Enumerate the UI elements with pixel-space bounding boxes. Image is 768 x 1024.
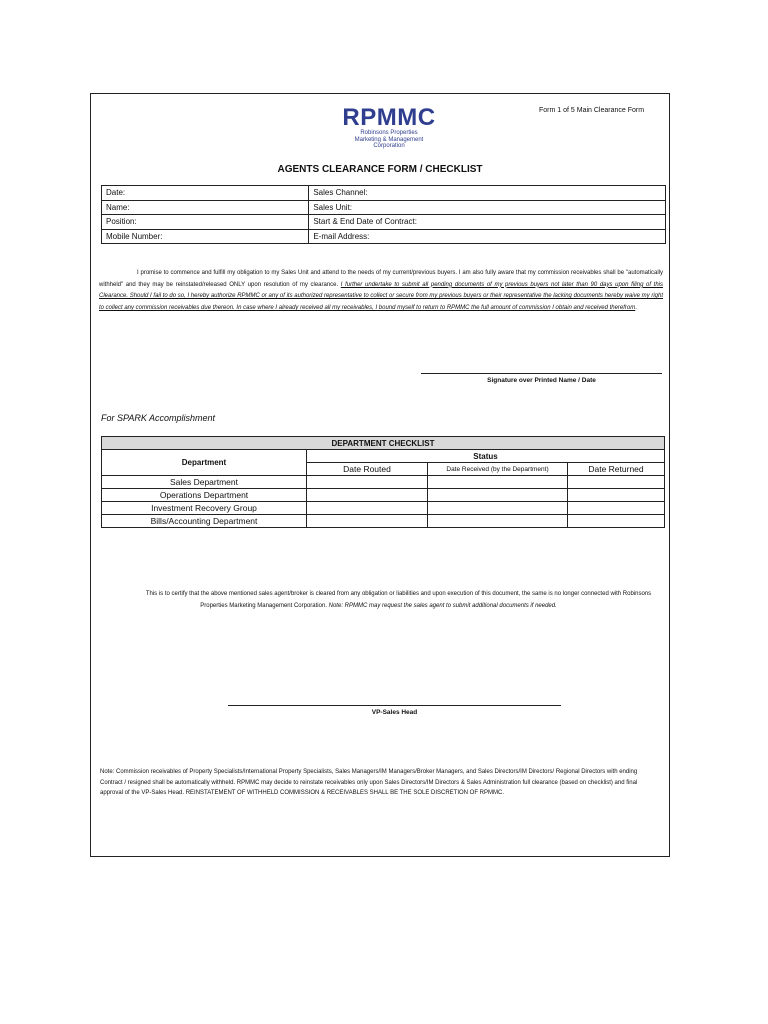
department-name: Investment Recovery Group [102,502,307,515]
certification-note: Note: RPMMC may request the sales agent to submit additional documents if needed. [328,603,557,609]
table-row [102,515,665,528]
table-row [102,450,665,463]
promise-end: . [635,305,637,312]
date-returned-header: Date Returned [568,463,665,476]
mobile-number-field[interactable]: Mobile Number: [102,229,309,244]
date-field[interactable]: Date: [102,186,309,201]
date-routed-cell[interactable] [307,476,428,489]
vp-sales-head-label: VP-Sales Head [371,709,418,716]
status-column-header: Status [307,450,665,463]
clearance-form-page [90,93,670,857]
date-returned-cell[interactable] [568,489,665,502]
position-field[interactable]: Position: [102,215,309,230]
date-returned-cell[interactable] [568,502,665,515]
table-row [102,200,666,215]
date-routed-cell[interactable] [307,502,428,515]
vp-signature-line [228,705,561,706]
logo-subtitle-line: Corporation [373,143,405,149]
sales-unit-field[interactable]: Sales Unit: [309,200,666,215]
promise-text: I promise to commence and fulfill my obligation to my Sales Unit and attend to the needs of my current/previous buyers. I am also fully aware that my commission receivables shall be "automatically withheld" and they may be reinstated/released ONLY upon resolution of my clearance. [99,270,663,288]
certification-paragraph [101,588,656,612]
date-received-header: Date Received (by the Department) [428,463,568,476]
promise-paragraph [99,268,663,315]
logo-subtitle-line: Marketing & Management [354,136,424,143]
department-name: Bills/Accounting Department [102,515,307,528]
form-title: AGENTS CLEARANCE FORM / CHECKLIST [277,164,483,175]
table-row [102,186,666,201]
rpmmc-logo [339,106,439,150]
logo-wordmark: RPMMC [342,104,436,131]
date-received-cell[interactable] [428,476,568,489]
certification-text: This is to certify that the above mentioned sales agent/broker is cleared from any obligation or liabilities and upon execution of this document, the same is no longer connected with Robinsons Properties Marketing Management Corporation. [145,591,652,609]
table-row [102,437,665,450]
email-address-field[interactable]: E-mail Address: [309,229,666,244]
date-routed-cell[interactable] [307,489,428,502]
promise-undertaking-text: I further undertake to submit all pending documents of my previous buyers not later than 90 days upon filing of this Clearance. Should I fail to do so, I hereby authorize RPMMC or any of its authorized representative to collect or secure from my previous buyers or their representative the lacking documents hereby waive my right to collect any commission receivables due thereon. In case where I already received all my receivables, I bound myself to return to RPMMC the full amount of commission I obtain and received therefrom [99,281,663,312]
table-row [102,476,665,489]
agent-info-table [101,185,666,244]
department-name: Sales Department [102,476,307,489]
form-number: Form 1 of 5 Main Clearance Form [539,107,645,114]
date-routed-cell[interactable] [307,515,428,528]
table-row [102,215,666,230]
date-received-cell[interactable] [428,515,568,528]
footer-note: Note: Commission receivables of Property Specialists/International Property Specialists, Sales Managers/IM Managers/Broker Managers, and Sales Directors/IM Directors/ Regional Directors with ending Contract / resigned shall be automatically withheld. RPMMC may decide to reinstate receivables only upon Sales Directors/IM Directors & Sales Administration full clearance (based on checklist) and final approval of the VP-Sales Head. REINSTATEMENT OF WITHHELD COMMISSION & RECEIVABLES SHALL BE THE SOLE DISCRETION OF RPMMC. [100,769,638,797]
date-returned-cell[interactable] [568,476,665,489]
date-received-cell[interactable] [428,489,568,502]
table-row [102,229,666,244]
date-returned-cell[interactable] [568,515,665,528]
spark-heading: For SPARK Accomplishment [101,413,216,423]
contract-dates-field[interactable]: Start & End Date of Contract: [309,215,666,230]
checklist-title: DEPARTMENT CHECKLIST [102,437,665,450]
table-row [102,489,665,502]
date-received-cell[interactable] [428,502,568,515]
department-name: Operations Department [102,489,307,502]
name-field[interactable]: Name: [102,200,309,215]
logo-subtitle-line: Robinsons Properties [360,130,418,136]
department-column-header: Department [102,450,307,476]
signature-label: Signature over Printed Name / Date [487,377,596,384]
signature-line [421,373,662,374]
sales-channel-field[interactable]: Sales Channel: [309,186,666,201]
table-row [102,502,665,515]
date-routed-header: Date Routed [307,463,428,476]
department-checklist-table [101,436,665,528]
